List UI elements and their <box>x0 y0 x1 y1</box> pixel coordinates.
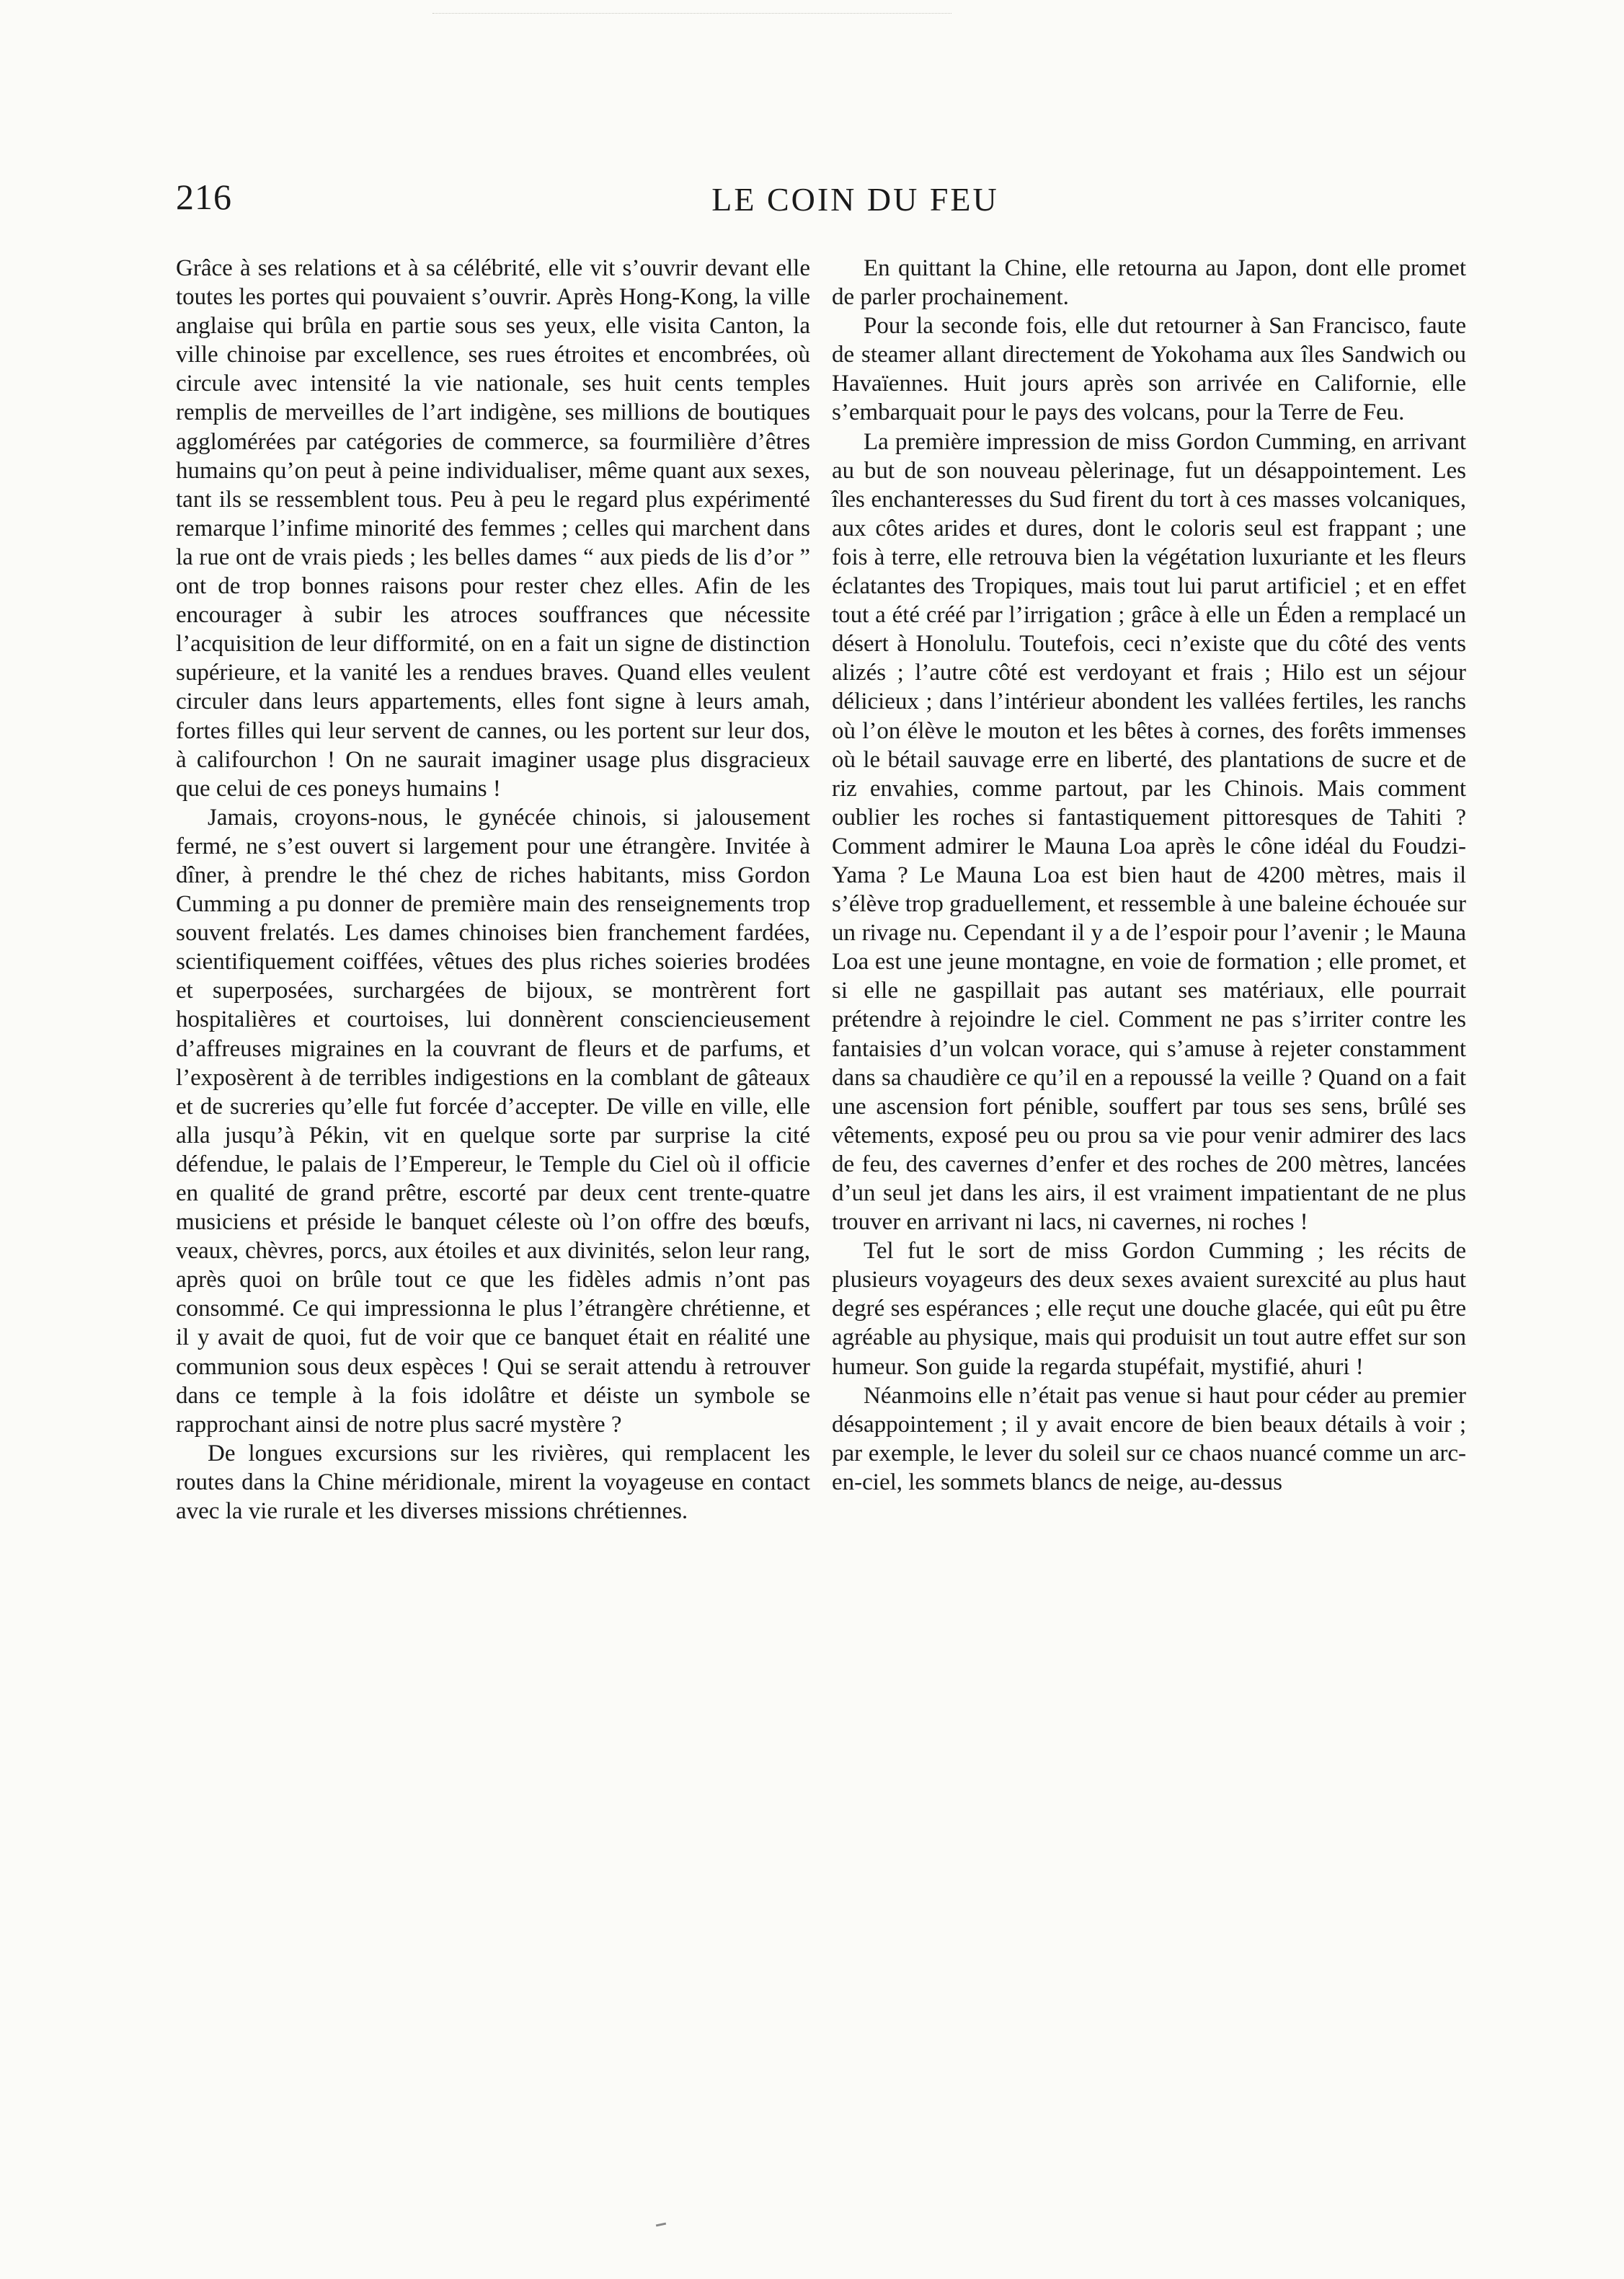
left-column <box>176 254 810 1526</box>
paragraph: Tel fut le sort de miss Gordon Cumming ; les récits de plusieurs voyageurs des deux sexes avaient surexcité au plus haut degré ses espérances ; elle reçut une douche glacée, qui eût pu être agréable au physique, mais qui produisit un tout autre effet sur son humeur. Son guide la regarda stupéfait, mystifié, ahuri ! <box>832 1238 1466 1380</box>
ink-speck <box>656 2223 666 2227</box>
paragraph: La première impression de miss Gordon Cumming, en arrivant au but de son nouveau pèlerinage, fut un désappointement. Les îles enchanteresses du Sud firent du tort à ces masses volcaniques, aux côtes arides et dures, dont le coloris seul est frappant ; une fois à terre, elle retrouva bien la végétation luxuriante et les fleurs éclatantes des Tropiques, mais tout lui parut artificiel ; et en effet tout a été créé par l’irrigation ; grâce à elle un Éden a remplacé un désert à Honolulu. Toutefois, ceci n’existe que du côté des vents alizés ; l’autre côté est verdoyant et frais ; Hilo est un séjour délicieux ; dans l’intérieur abondent les vallées fertiles, les ranchs où l’on élève le mouton et les bêtes à cornes, des forêts immenses où le bétail sauvage erre en liberté, des plantations de sucre et de riz envahies, comme partout, par les Chinois. Mais comment oublier les roches si fantastiquement pittoresques de Tahiti ? Comment admirer le Mauna Loa après le cône idéal du Foudzi-Yama ? Le Mauna Loa est bien haut de 4200 mètres, mais il s’élève trop graduellement, et ressemble à une baleine échouée sur un rivage nu. Cependant il y a de l’espoir pour l’avenir ; le Mauna Loa est une jeune montagne, en voie de formation ; elle promet, et si elle ne gaspillait pas autant ses matériaux, elle pourrait prétendre à rejoindre le ciel. Comment ne pas s’irriter contre les fantaisies d’un volcan vorace, qui s’amuse à rejeter constamment dans sa chaudière ce qu’il en a repoussé la veille ? Quand on a fait une ascension fort pénible, souffert par tous ses sens, brûlé ses vêtements, exposé peu ou prou sa vie pour venir admirer des lacs de feu, des cavernes d’enfer et des roches de 200 mètres, lancées d’un seul jet dans les airs, il est vraiment impatientant de ne plus trouver en arrivant ni lacs, ni cavernes, ni roches ! <box>832 428 1466 1236</box>
running-title: LE COIN DU FEU <box>711 181 999 218</box>
top-edge-rule <box>432 13 951 14</box>
page-number: 216 <box>176 177 232 217</box>
paragraph: Jamais, croyons-nous, le gynécée chinois, si jalousement fermé, ne s’est ouvert si largement pour une étrangère. Invitée à dîner, à prendre le thé chez de riches habitants, miss Gordon Cumming a pu donner de première main des renseignements trop souvent frelatés. Les dames chinoises bien franchement fardées, scientifiquement coiffées, vêtues des plus riches soieries brodées et superposées, surchargées de bijoux, se montrèrent fort hospitalières et courtoises, lui donnèrent consciencieusement d’affreuses migraines en la couvrant de fleurs et de parfums, et l’exposèrent à de terribles indigestions en la comblant de gâteaux et de sucreries qu’elle fut forcée d’accepter. De ville en ville, elle alla jusqu’à Pékin, vit en quelque sorte par surprise la cité défendue, le palais de l’Empereur, le Temple du Ciel où il officie en qualité de grand prêtre, escorté par deux cent trente-quatre musiciens et préside le banquet céleste où l’on offre des bœufs, veaux, chèvres, porcs, aux étoiles et aux divinités, selon leur rang, après quoi on brûle tout ce que les fidèles admis n’ont pas consommé. Ce qui impressionna le plus l’étrangère chrétienne, et il y avait de quoi, fut de voir que ce banquet était en réalité une communion sous deux espèces ! Qui se serait attendu à retrouver dans ce temple à la fois idolâtre et déiste un symbole se rapprochant ainsi de notre plus sacré mystère ? <box>176 804 810 1438</box>
paragraph: Néanmoins elle n’était pas venue si haut pour céder au premier désappointement ; il y avait encore de bien beaux détails à voir ; par exemple, le lever du soleil sur ce chaos nuancé comme un arc-en-ciel, les sommets blancs de neige, au-dessus <box>832 1382 1466 1495</box>
paragraph: En quittant la Chine, elle retourna au Japon, dont elle promet de parler prochainement. <box>832 255 1466 311</box>
paragraph: De longues excursions sur les rivières, qui remplacent les routes dans la Chine méridionale, mirent la voyageuse en contact avec la vie rurale et les diverses missions chrétiennes. <box>176 1440 810 1525</box>
paragraph: Pour la seconde fois, elle dut retourner à San Francisco, faute de steamer allant directement de Yokohama aux îles Sandwich ou Havaïennes. Huit jours après son arrivée en Californie, elle s’embarquait pour le pays des volcans, pour la Terre de Feu. <box>832 313 1466 426</box>
right-column <box>832 254 1466 1497</box>
paragraph: Grâce à ses relations et à sa célébrité, elle vit s’ouvrir devant elle toutes les portes qui pouvaient s’ouvrir. Après Hong-Kong, la ville anglaise qui brûla en partie sous ses yeux, elle visita Canton, la ville chinoise par excellence, ses rues étroites et encombrées, où circule avec intensité la vie nationale, ses huit cents temples remplis de merveilles de l’art indigène, ses millions de boutiques agglomérées par catégories de commerce, sa fourmilière d’êtres humains qu’on peut à peine individualiser, même quant aux sexes, tant ils se ressemblent tous. Peu à peu le regard plus expérimenté remarque l’infime minorité des femmes ; celles qui marchent dans la rue ont de vrais pieds ; les belles dames “ aux pieds de lis d’or ” ont de trop bonnes raisons pour rester chez elles. Afin de les encourager à subir les atroces souffrances que nécessite l’acquisition de leur difformité, on en a fait un signe de distinction supérieure, et la vanité les a rendues braves. Quand elles veulent circuler dans leurs appartements, elles font signe à leurs amah, fortes filles qui leur servent de cannes, ou les portent sur leur dos, à califourchon ! On ne saurait imaginer usage plus disgracieux que celui de ces poneys humains ! <box>176 255 810 802</box>
